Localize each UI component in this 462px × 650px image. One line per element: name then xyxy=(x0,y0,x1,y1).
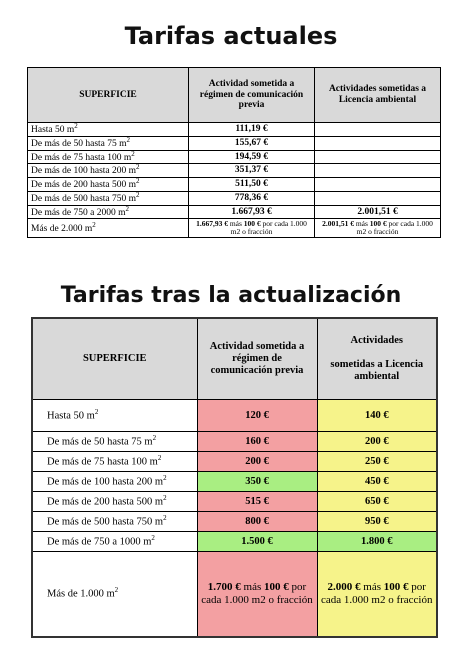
surface-label: De más de 50 hasta 75 $m^2$ xyxy=(32,432,197,452)
surface-label: De más de 750 a 2000 $m^2$ xyxy=(28,205,189,219)
comunicacion-price: 351,37 € xyxy=(189,164,315,178)
licencia-price xyxy=(315,136,441,150)
licencia-price: 1.800 € xyxy=(317,532,437,552)
comunicacion-price: 515 € xyxy=(197,492,317,512)
updated-rates-table xyxy=(31,317,438,638)
col-licencia-header: Actividades sometidas a Licencia ambiental xyxy=(317,318,437,400)
updated-rates-title: Tarifas tras la actualización xyxy=(60,283,402,308)
licencia-price: 2.001,51 € xyxy=(315,205,441,219)
table-row xyxy=(28,219,441,238)
surface-label: De más de 500 hasta 750 $m^2$ xyxy=(28,191,189,205)
licencia-price: 250 € xyxy=(317,452,437,472)
table-row xyxy=(32,512,437,532)
surface-label: De más de 75 hasta 100 $m^2$ xyxy=(28,150,189,164)
table-row xyxy=(28,164,441,178)
table-row xyxy=(28,178,441,192)
surface-label: De más de 500 hasta 750 $m^2$ xyxy=(32,512,197,532)
table-row xyxy=(28,136,441,150)
comunicacion-price: 1.700 € más 100 € por cada 1.000 m2 o fracción xyxy=(197,552,317,638)
licencia-price xyxy=(315,123,441,137)
licencia-price: 650 € xyxy=(317,492,437,512)
surface-label: De más de 750 a 1000 $m^2$ xyxy=(32,532,197,552)
surface-label: Hasta 50 $m^2$ xyxy=(28,123,189,137)
surface-label: De más de 200 hasta 500 $m^2$ xyxy=(32,492,197,512)
table-row xyxy=(32,400,437,432)
comunicacion-price: 1.667,93 € xyxy=(189,205,315,219)
table-row xyxy=(32,532,437,552)
table-row xyxy=(32,552,437,638)
comunicacion-price: 200 € xyxy=(197,452,317,472)
comunicacion-price: 1.500 € xyxy=(197,532,317,552)
licencia-price: 200 € xyxy=(317,432,437,452)
licencia-price: 450 € xyxy=(317,472,437,492)
comunicacion-price: 194,59 € xyxy=(189,150,315,164)
table-row xyxy=(32,492,437,512)
licencia-price xyxy=(315,191,441,205)
licencia-price: 950 € xyxy=(317,512,437,532)
comunicacion-price: 778,36 € xyxy=(189,191,315,205)
col-comunicacion-header: Actividad sometida a régimen de comunicación previa xyxy=(197,318,317,400)
comunicacion-price: 350 € xyxy=(197,472,317,492)
col-surface-header: SUPERFICIE xyxy=(28,68,189,123)
table-header-row xyxy=(28,68,441,123)
licencia-price xyxy=(315,178,441,192)
col-licencia-header: Actividades sometidas a Licencia ambiental xyxy=(315,68,441,123)
col-surface-header: SUPERFICIE xyxy=(32,318,197,400)
surface-label: De más de 50 hasta 75 $m^2$ xyxy=(28,136,189,150)
col-comunicacion-header: Actividad sometida a régimen de comunicación previa xyxy=(189,68,315,123)
comunicacion-price: 1.667,93 € más 100 € por cada 1.000 m2 o fracción xyxy=(189,219,315,238)
surface-label: Más de 2.000 $m^2$ xyxy=(28,219,189,238)
table-row xyxy=(28,205,441,219)
licencia-price xyxy=(315,164,441,178)
table-row xyxy=(28,191,441,205)
table-row xyxy=(32,452,437,472)
comunicacion-price: 111,19 € xyxy=(189,123,315,137)
table-row xyxy=(32,432,437,452)
licencia-price: 2.000 € más 100 € por cada 1.000 m2 o fracción xyxy=(317,552,437,638)
table-row xyxy=(28,123,441,137)
table-header-row xyxy=(32,318,437,400)
current-rates-title: Tarifas actuales xyxy=(124,22,338,50)
surface-label: De más de 75 hasta 100 $m^2$ xyxy=(32,452,197,472)
surface-label: De más de 100 hasta 200 $m^2$ xyxy=(32,472,197,492)
licencia-price: 2.001,51 € más 100 € por cada 1.000 m2 o fracción xyxy=(315,219,441,238)
current-rates-table xyxy=(27,67,441,238)
licencia-price: 140 € xyxy=(317,400,437,432)
comunicacion-price: 120 € xyxy=(197,400,317,432)
surface-label: De más de 100 hasta 200 $m^2$ xyxy=(28,164,189,178)
licencia-price xyxy=(315,150,441,164)
comunicacion-price: 511,50 € xyxy=(189,178,315,192)
surface-label: De más de 200 hasta 500 $m^2$ xyxy=(28,178,189,192)
table-row xyxy=(28,150,441,164)
surface-label: Hasta 50 $m^2$ xyxy=(32,400,197,432)
table-row xyxy=(32,472,437,492)
comunicacion-price: 160 € xyxy=(197,432,317,452)
surface-label: Más de 1.000 $m^2$ xyxy=(32,552,197,638)
comunicacion-price: 800 € xyxy=(197,512,317,532)
comunicacion-price: 155,67 € xyxy=(189,136,315,150)
